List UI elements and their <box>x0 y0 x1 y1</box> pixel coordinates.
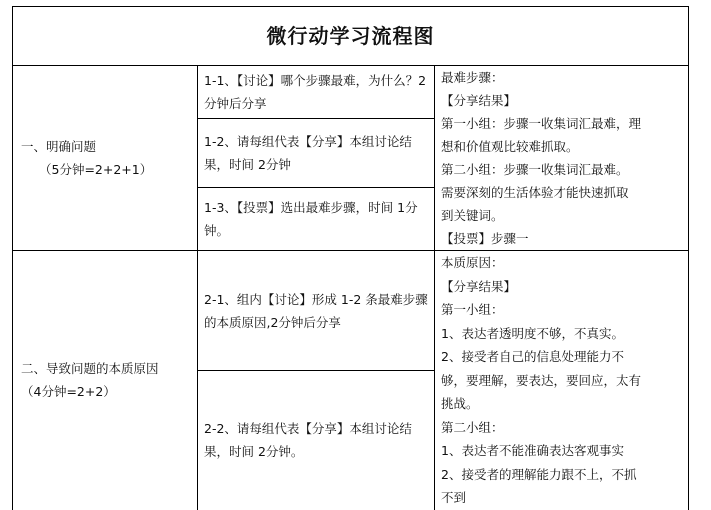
result2-line: 1、表达者不能准确表达客观事实 <box>441 443 624 458</box>
step-2-1: 2-1、组内【讨论】形成 1-2 条最难步骤的本质原因,2分钟后分享 <box>198 251 435 371</box>
stage2-result <box>435 251 689 510</box>
stage1-row-1 <box>13 66 689 119</box>
stage2-cell <box>13 251 198 510</box>
flow-table <box>12 6 689 510</box>
stage2-time: （4分钟=2+2） <box>21 384 116 400</box>
result1-line: 最难步骤： <box>441 70 504 85</box>
result2-line: 第二小组： <box>441 419 504 435</box>
step-1-3: 1-3、【投票】选出最难步骤，时间 1分钟。 <box>198 187 435 250</box>
step-2-2: 2-2、请每组代表【分享】本组讨论结果，时间 2分钟。 <box>198 371 435 510</box>
result2-line: 2、接受者的理解能力跟不上，不抓 <box>441 466 637 482</box>
result2-line: 2、接受者自己的信息处理能力不 <box>441 349 624 364</box>
result2-line: 够，要理解，要表达，要回应，太有 <box>441 372 642 388</box>
result1-line: 第二小组：步骤一收集词汇最难。 <box>441 162 629 177</box>
result2-line: 本质原因： <box>441 255 504 270</box>
result2-line: 挑战。 <box>441 396 479 411</box>
stage1-name: 一、明确问题 <box>21 139 97 154</box>
result1-line: 想和价值观比较难抓取。 <box>441 139 579 154</box>
result2-line: 【分享结果】 <box>441 278 517 294</box>
result1-line: 【投票】步骤一 <box>441 231 529 246</box>
result1-line: 【分享结果】 <box>441 93 517 108</box>
step-1-2: 1-2、请每组代表【分享】本组讨论结果，时间 2分钟 <box>198 119 435 187</box>
result2-line: 第一小组： <box>441 302 504 317</box>
result2-line: 1、表达者透明度不够，不真实。 <box>441 325 624 341</box>
stage2-row-1 <box>13 251 689 371</box>
stage1-result <box>435 66 689 251</box>
result1-line: 第一小组：步骤一收集词汇最难，理 <box>441 116 642 131</box>
result1-line: 到关键词。 <box>441 208 504 223</box>
result2-line: 不到 <box>441 490 467 505</box>
step-1-1: 1-1、【讨论】哪个步骤最难，为什么？2分钟后分享 <box>198 66 435 119</box>
result1-line: 需要深刻的生活体验才能快速抓取 <box>441 185 629 200</box>
page-title: 微行动学习流程图 <box>13 7 689 66</box>
stage1-cell <box>13 66 198 251</box>
stage2-name: 二、导致问题的本质原因 <box>21 361 159 377</box>
stage1-time: （5分钟=2+2+1） <box>39 162 153 177</box>
title-row <box>13 7 689 66</box>
